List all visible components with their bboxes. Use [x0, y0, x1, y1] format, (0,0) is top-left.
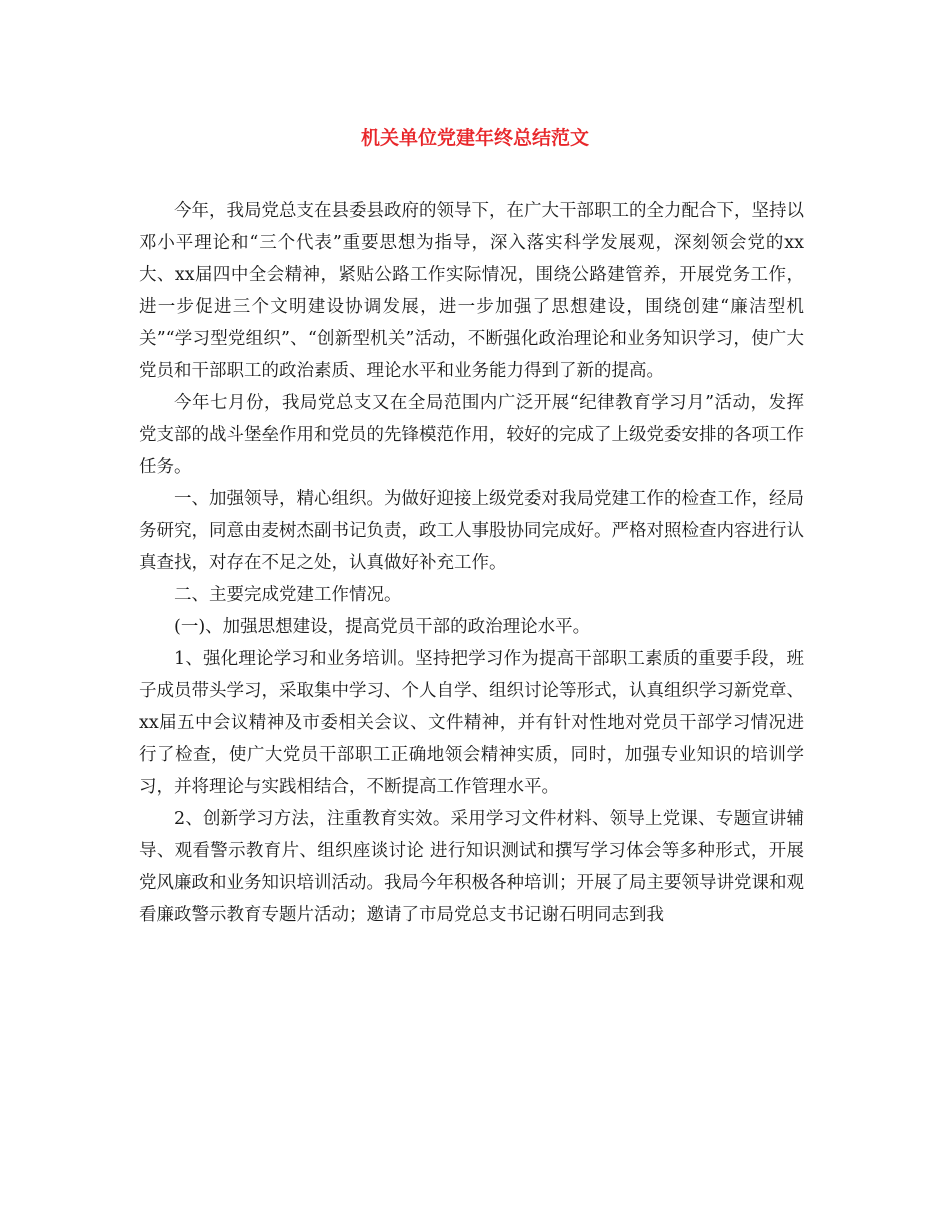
page-title: 机关单位党建年终总结范文 [360, 127, 589, 149]
paragraph-section-two-heading: 二、主要完成党建工作情况。 [174, 585, 402, 605]
paragraph-subsection-one-heading: (一)、加强思想建设，提高党员干部的政治理论水平。 [174, 617, 591, 637]
paragraph-july-activity: 今年七月份，我局党总支又在全局范围内广泛开展“纪律教育学习月”活动，发挥党支部的战斗堡垒作用和党员的先锋模范作用，较好的完成了上级党委安排的各项工作任务。 [139, 393, 804, 477]
paragraph-section-one: 一、加强领导，精心组织。为做好迎接上级党委对我局党建工作的检查工作，经局务研究，同意由麦树杰副书记负责，政工人事股协同完成好。严格对照检查内容进行认真查找，对存在不足之处，认真做好补充工作。 [139, 489, 804, 573]
paragraph-item-one: 1、强化理论学习和业务培训。坚持把学习作为提高干部职工素质的重要手段，班子成员带头学习，采取集中学习、个人自学、组织讨论等形式，认真组织学习新党章、xx届五中会议精神及市委相关会议、文件精神，并有针对性地对党员干部学习情况进行了检查，使广大党员干部职工正确地领会精神实质，同时，加强专业知识的培训学习，并将理论与实践相结合，不断提高工作管理水平。 [139, 649, 804, 797]
paragraph-item-two: 2、创新学习方法，注重教育实效。采用学习文件材料、领导上党课、专题宣讲辅导、观看警示教育片、组织座谈讨论 进行知识测试和撰写学习体会等多种形式，开展党风廉政和业务知识培训活动。我局今年积极各种培训；开展了局主要领导讲党课和观看廉政警示教育专题片活动；邀请了市局党总支书记谢石明同志到我 [139, 809, 804, 925]
document-body [139, 195, 804, 931]
paragraph-intro: 今年，我局党总支在县委县政府的领导下，在广大干部职工的全力配合下，坚持以邓小平理论和“三个代表”重要思想为指导，深入落实科学发展观，深刻领会党的xx大、xx届四中全会精神，紧贴公路工作实际情况，围绕公路建管养，开展党务工作，进一步促进三个文明建设协调发展，进一步加强了思想建设，围绕创建“廉洁型机关”“学习型党组织”、“创新型机关”活动，不断强化政治理论和业务知识学习，使广大党员和干部职工的政治素质、理论水平和业务能力得到了新的提高。 [139, 201, 804, 381]
